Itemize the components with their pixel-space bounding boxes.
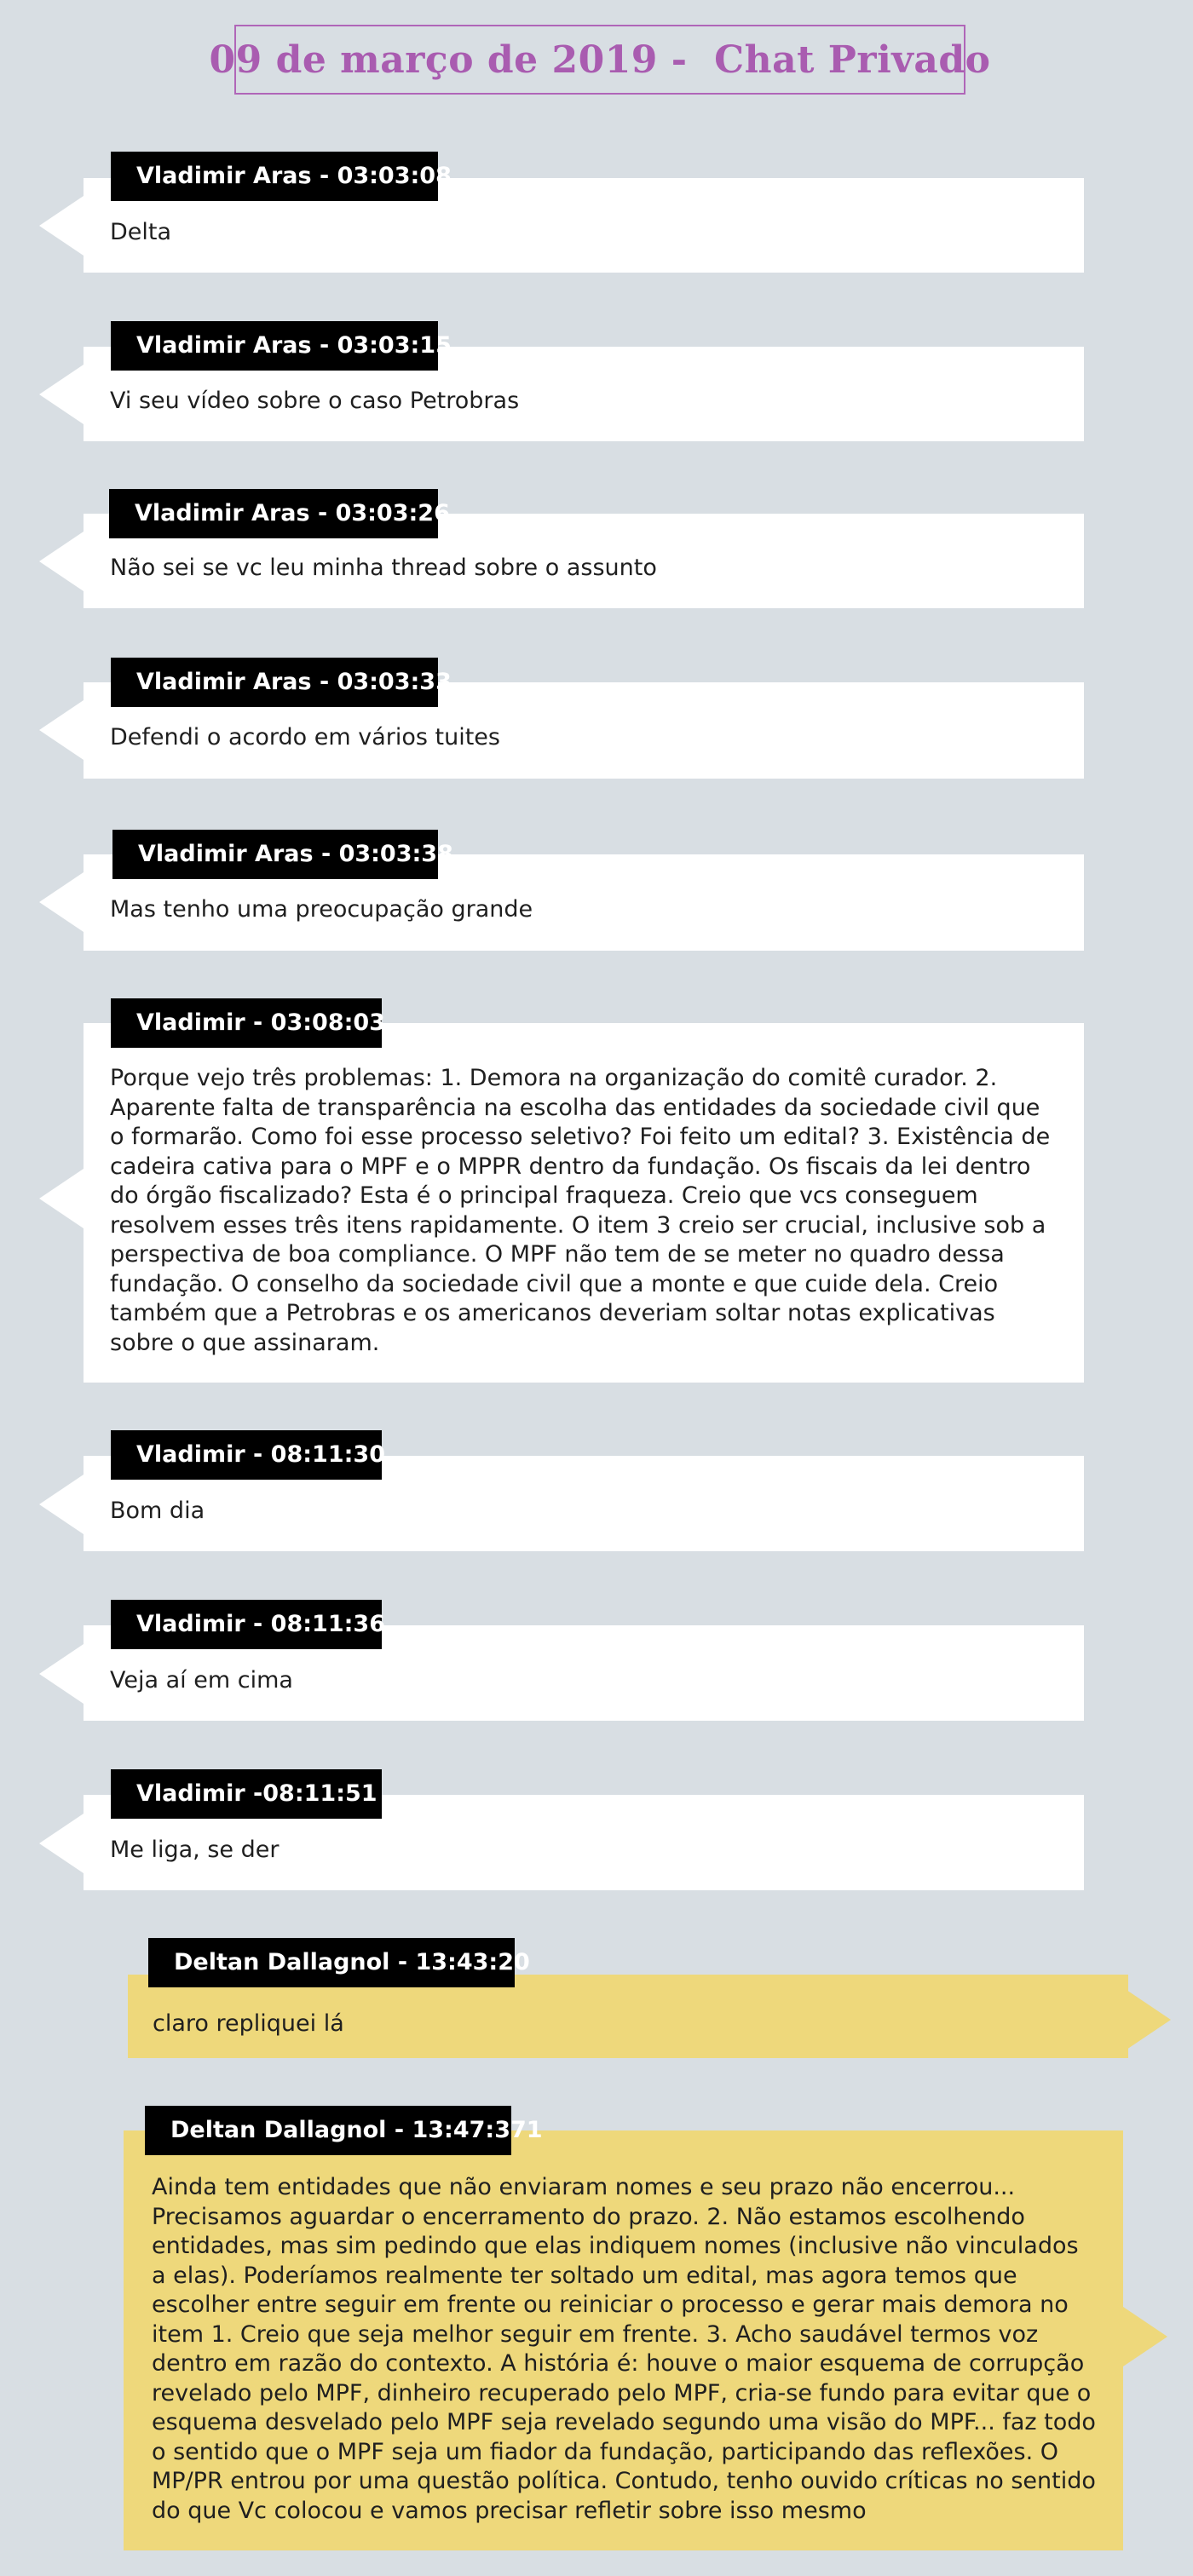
message-text: Mas tenho uma preocupação grande bbox=[84, 854, 1084, 951]
sender-timestamp-label: Vladimir Aras - 03:03:15 bbox=[111, 321, 438, 371]
page-title: 09 de março de 2019 - Chat Privado bbox=[234, 25, 965, 95]
message-text: Me liga, se der bbox=[84, 1795, 1084, 1890]
bubble-arrow bbox=[1127, 1990, 1171, 2050]
message-text: Defendi o acordo em vários tuites bbox=[84, 682, 1084, 779]
bubble-arrow bbox=[39, 872, 84, 932]
sender-timestamp-label: Vladimir - 08:11:30 bbox=[111, 1430, 382, 1480]
sender-timestamp-label: Vladimir Aras - 03:03:33 bbox=[111, 658, 438, 707]
bubble-arrow bbox=[39, 532, 84, 591]
message-text: Não sei se vc leu minha thread sobre o assunto bbox=[84, 514, 1084, 608]
message-text: claro repliquei lá bbox=[128, 1975, 1128, 2058]
message-text: Delta bbox=[84, 178, 1084, 273]
sender-timestamp-label: Deltan Dallagnol - 13:43:20 bbox=[148, 1938, 515, 1987]
message-text: Vi seu vídeo sobre o caso Petrobras bbox=[84, 347, 1084, 441]
sender-timestamp-label: Vladimir - 03:08:03 bbox=[111, 998, 382, 1048]
sender-timestamp-label: Vladimir Aras - 03:03:26 bbox=[109, 489, 438, 538]
bubble-arrow bbox=[39, 196, 84, 256]
bubble-arrow bbox=[39, 1814, 84, 1873]
sender-timestamp-label: Vladimir Aras - 03:03:38 bbox=[112, 830, 438, 879]
sender-timestamp-label: Vladimir Aras - 03:03:08 bbox=[111, 152, 438, 201]
sender-timestamp-label: Vladimir -08:11:51 bbox=[111, 1769, 382, 1819]
sender-timestamp-label: Vladimir - 08:11:36 bbox=[111, 1600, 382, 1649]
message-text: Bom dia bbox=[84, 1456, 1084, 1551]
bubble-arrow bbox=[1123, 2307, 1167, 2366]
message-text: Veja aí em cima bbox=[84, 1625, 1084, 1721]
message-text: Porque vejo três problemas: 1. Demora na organização do comitê curador. 2. Aparente falta de transparência na escolha das entidades da sociedade civil que o formarão. Como foi esse processo seletivo? Foi feito um edital? 3. Existência de cadeira cativa para o MPF e o MPPR dentro da fundação. Os fiscais da lei dentro do órgão fiscalizado? Esta é o principal fraqueza. Creio que vcs conseguem resolvem esses três itens rapidamente. O item 3 creio ser crucial, inclusive sob a perspectiva de boa compliance. O MPF não tem de se meter no quadro dessa fundação. O conselho da sociedade civil que a monte e que cuide dela. Creio também que a Petrobras e os americanos deveriam soltar notas explicativas sobre o que assinaram. bbox=[84, 1023, 1084, 1383]
bubble-arrow bbox=[39, 365, 84, 424]
bubble-arrow bbox=[39, 1169, 84, 1228]
bubble-arrow bbox=[39, 1475, 84, 1534]
sender-timestamp-label: Deltan Dallagnol - 13:47:371 bbox=[145, 2106, 511, 2155]
bubble-arrow bbox=[39, 700, 84, 760]
bubble-arrow bbox=[39, 1644, 84, 1704]
message-text: Ainda tem entidades que não enviaram nomes e seu prazo não encerrou... Precisamos aguardar o encerramento do prazo. 2. Não estamos escolhendo entidades, mas sim pedindo que elas indiquem nomes (inclusive não vinculados a elas). Poderíamos realmente ter soltado um edital, mas agora temos que escolher entre seguir em frente ou reiniciar o processo e gerar mais demora no item 1. Creio que seja melhor seguir em frente. 3. Acho saudável termos voz dentro em razão do contexto. A história é: houve o maior esquema de corrupção revelado pelo MPF, dinheiro recuperado pelo MPF, cria-se fundo para evitar que o esquema desvelado pelo MPF seja revelado segundo uma visão do MPF... faz todo o sentido que o MPF seja um fiador da fundação, participando das reflexões. O MP/PR entrou por uma questão política. Contudo, tenho ouvido críticas no sentido do que Vc colocou e vamos precisar refletir sobre isso mesmo bbox=[124, 2130, 1123, 2550]
